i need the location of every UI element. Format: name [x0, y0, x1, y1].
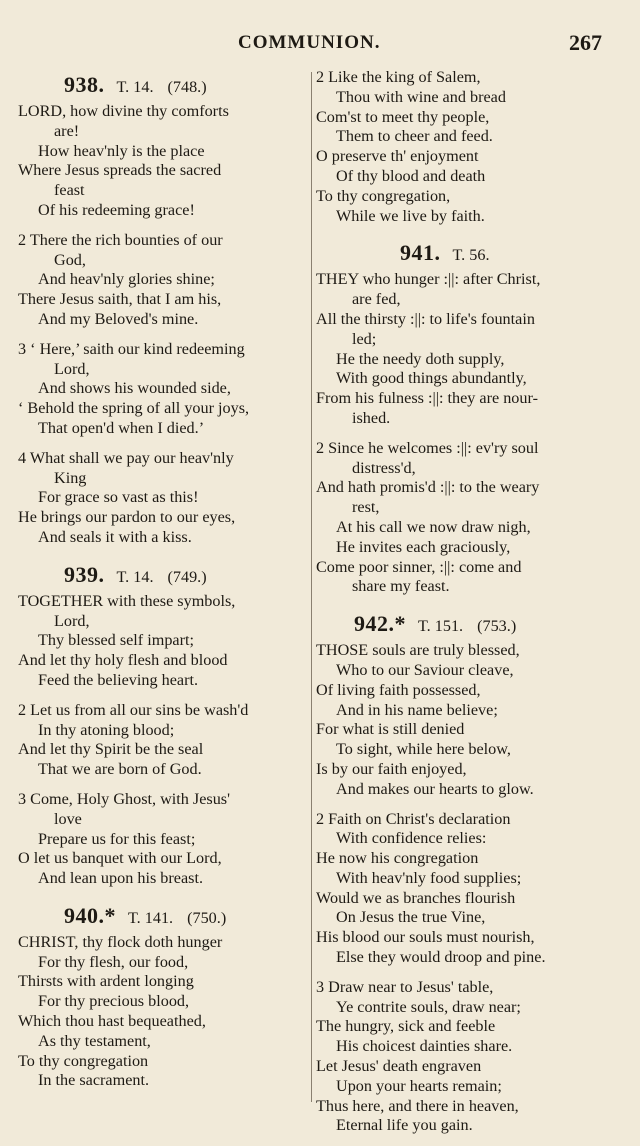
verse-line: As thy testament,	[38, 1031, 151, 1050]
verse-line: In thy atoning blood;	[38, 720, 175, 739]
stanza	[316, 68, 610, 226]
verse-line: Of his redeeming grace!	[38, 200, 195, 219]
verse-line: With good things abundantly,	[336, 369, 527, 388]
stanza	[18, 701, 308, 780]
verse-line: are!	[54, 121, 80, 140]
hymn	[18, 68, 308, 548]
stanza	[18, 231, 308, 330]
verse-line: ished.	[352, 408, 391, 427]
verse-line: Thy blessed self impart;	[38, 631, 194, 650]
verse-line: 3 ‘ Here,’ saith our kind redeeming	[18, 339, 245, 358]
stanza	[316, 641, 610, 799]
verse-line: Thou with wine and bread	[336, 87, 506, 106]
verse-line: feast	[54, 181, 85, 200]
hymn	[316, 607, 610, 1136]
verse-line: 2 There the rich bounties of our	[18, 230, 223, 249]
verse-line: 2 Faith on Christ's declaration	[316, 809, 511, 828]
stanza	[18, 102, 308, 221]
stanza	[316, 978, 610, 1136]
verse-line: THOSE souls are truly blessed,	[316, 641, 520, 660]
verse-line: 2 Since he welcomes :||: ev'ry soul	[316, 438, 539, 457]
verse-line: He invites each graciously,	[336, 537, 511, 556]
verse-line: Come poor sinner, :||: come and	[316, 557, 522, 576]
verse-line: distress'd,	[352, 458, 416, 477]
verse-line: His choicest dainties share.	[336, 1037, 513, 1056]
hymn	[316, 236, 610, 597]
verse-line: LORD, how divine thy comforts	[18, 102, 229, 120]
verse-line: share my feast.	[352, 577, 450, 596]
verse-line: ‘ Behold the spring of all your joys,	[18, 399, 250, 418]
hymn-heading	[316, 236, 610, 270]
verse-line: All the thirsty :||: to life's fountain	[316, 309, 535, 328]
verse-line: TOGETHER with these symbols,	[18, 591, 236, 610]
verse-line: King	[54, 468, 87, 487]
verse-line: O preserve th' enjoyment	[316, 147, 479, 166]
hymn-reference: (753.)	[477, 617, 517, 636]
verse-line: To sight, while here below,	[336, 740, 511, 759]
hymn-tune: T. 141.	[128, 908, 174, 927]
verse-line: And let thy holy flesh and blood	[18, 651, 228, 670]
verse-line: For what is still denied	[316, 720, 465, 739]
hymn-number: 942.*	[354, 611, 406, 637]
verse-line: O let us banquet with our Lord,	[18, 849, 222, 868]
hymn-reference: (748.)	[167, 78, 207, 96]
verse-line: And heav'nly glories shine;	[38, 270, 215, 289]
verse-line: 4 What shall we pay our heav'nly	[18, 448, 234, 467]
stanza	[18, 449, 308, 548]
verse-line: He the needy doth supply,	[336, 349, 505, 368]
stanza	[316, 439, 610, 597]
verse-line: 3 Come, Holy Ghost, with Jesus'	[18, 789, 231, 808]
verse-line: The hungry, sick and feeble	[316, 1017, 496, 1036]
hymn-tune: T. 56.	[452, 246, 490, 265]
verse-line: His blood our souls must nourish,	[316, 928, 535, 947]
verse-line: On Jesus the true Vine,	[336, 908, 486, 927]
hymn	[316, 68, 610, 226]
verse-line: And my Beloved's mine.	[38, 309, 199, 328]
verse-line: From his fulness :||: they are nour-	[316, 389, 538, 408]
hymn-reference: (749.)	[167, 567, 207, 586]
verse-line: For thy precious blood,	[38, 992, 190, 1011]
verse-line: With heav'nly food supplies;	[336, 868, 522, 887]
verse-line: And seals it with a kiss.	[38, 527, 192, 546]
verse-line: 2 Like the king of Salem,	[316, 68, 481, 86]
verse-line: And hath promis'd :||: to the weary	[316, 478, 540, 497]
running-title: COMMUNION.	[238, 32, 381, 53]
column-divider	[311, 72, 312, 1102]
stanza	[316, 810, 610, 968]
verse-line: He brings our pardon to our eyes,	[18, 508, 236, 527]
stanza	[18, 592, 308, 691]
verse-line: Of thy blood and death	[336, 166, 486, 185]
hymn-heading	[316, 607, 610, 641]
hymn-number: 941.	[400, 240, 441, 266]
verse-line: Thus here, and there in heaven,	[316, 1096, 519, 1115]
verse-line: For thy flesh, our food,	[38, 952, 189, 971]
hymn-number: 938.	[64, 72, 105, 97]
verse-line: Where Jesus spreads the sacred	[18, 161, 222, 180]
verse-line: Them to cheer and feed.	[336, 127, 493, 146]
verse-line: And shows his wounded side,	[38, 379, 231, 398]
hymn-number: 939.	[64, 561, 105, 587]
verse-line: To thy congregation	[18, 1051, 149, 1070]
left-column	[18, 68, 308, 1101]
hymn-heading	[18, 558, 308, 592]
verse-line: Upon your hearts remain;	[336, 1076, 502, 1095]
verse-line: With confidence relies:	[336, 829, 487, 848]
verse-line: are fed,	[352, 290, 401, 309]
stanza	[18, 790, 308, 889]
hymn-heading	[18, 68, 308, 102]
verse-line: Else they would droop and pine.	[336, 948, 546, 967]
verse-line: That we are born of God.	[38, 760, 202, 779]
verse-line: Let Jesus' death engraven	[316, 1057, 482, 1076]
verse-line: THEY who hunger :||: after Christ,	[316, 270, 541, 289]
verse-line: To thy congregation,	[316, 186, 451, 205]
verse-line: Thirsts with ardent longing	[18, 972, 194, 991]
verse-line: Com'st to meet thy people,	[316, 107, 490, 126]
verse-line: And makes our hearts to glow.	[336, 779, 534, 798]
page-number: 267	[569, 30, 602, 55]
hymn-tune: T. 151.	[418, 617, 464, 636]
verse-line: 3 Draw near to Jesus' table,	[316, 977, 494, 996]
page-header	[0, 30, 640, 58]
hymn	[18, 899, 308, 1091]
hymn	[18, 558, 308, 889]
right-column	[316, 68, 610, 1146]
verse-line: Who to our Saviour cleave,	[336, 660, 514, 679]
verse-line: He now his congregation	[316, 849, 479, 868]
stanza	[18, 933, 308, 1091]
verse-line: Prepare us for this feast;	[38, 829, 196, 848]
verse-line: That open'd when I died.’	[38, 418, 205, 437]
verse-line: And in his name believe;	[336, 700, 498, 719]
verse-line: Eternal life you gain.	[336, 1116, 473, 1135]
verse-line: Is by our faith enjoyed,	[316, 759, 467, 778]
stanza	[316, 270, 610, 428]
verse-line: Feed the believing heart.	[38, 670, 199, 689]
verse-line: led;	[352, 329, 377, 348]
hymn-number: 940.*	[64, 902, 116, 928]
verse-line: Would we as branches flourish	[316, 888, 516, 907]
verse-line: There Jesus saith, that I am his,	[18, 290, 222, 309]
verse-line: Lord,	[54, 611, 90, 630]
verse-line: God,	[54, 250, 86, 269]
verse-line: CHRIST, thy flock doth hunger	[18, 932, 223, 951]
hymn-tune: T. 14.	[116, 567, 154, 586]
verse-line: 2 Let us from all our sins be wash'd	[18, 700, 249, 719]
hymn-tune: T. 14.	[116, 78, 154, 96]
verse-line: And lean upon his breast.	[38, 869, 203, 888]
verse-line: Lord,	[54, 359, 90, 378]
hymn-heading	[18, 899, 308, 933]
verse-line: While we live by faith.	[336, 206, 485, 225]
verse-line: In the sacrament.	[38, 1071, 150, 1090]
verse-line: love	[54, 809, 82, 828]
verse-line: For grace so vast as this!	[38, 488, 199, 507]
verse-line: How heav'nly is the place	[38, 141, 205, 160]
verse-line: rest,	[352, 498, 380, 517]
verse-line: Ye contrite souls, draw near;	[336, 997, 521, 1016]
hymn-reference: (750.)	[187, 908, 227, 927]
stanza	[18, 340, 308, 439]
verse-line: Which thou hast bequeathed,	[18, 1012, 206, 1031]
verse-line: At his call we now draw nigh,	[336, 517, 531, 536]
verse-line: And let thy Spirit be the seal	[18, 740, 204, 759]
verse-line: Of living faith possessed,	[316, 680, 481, 699]
